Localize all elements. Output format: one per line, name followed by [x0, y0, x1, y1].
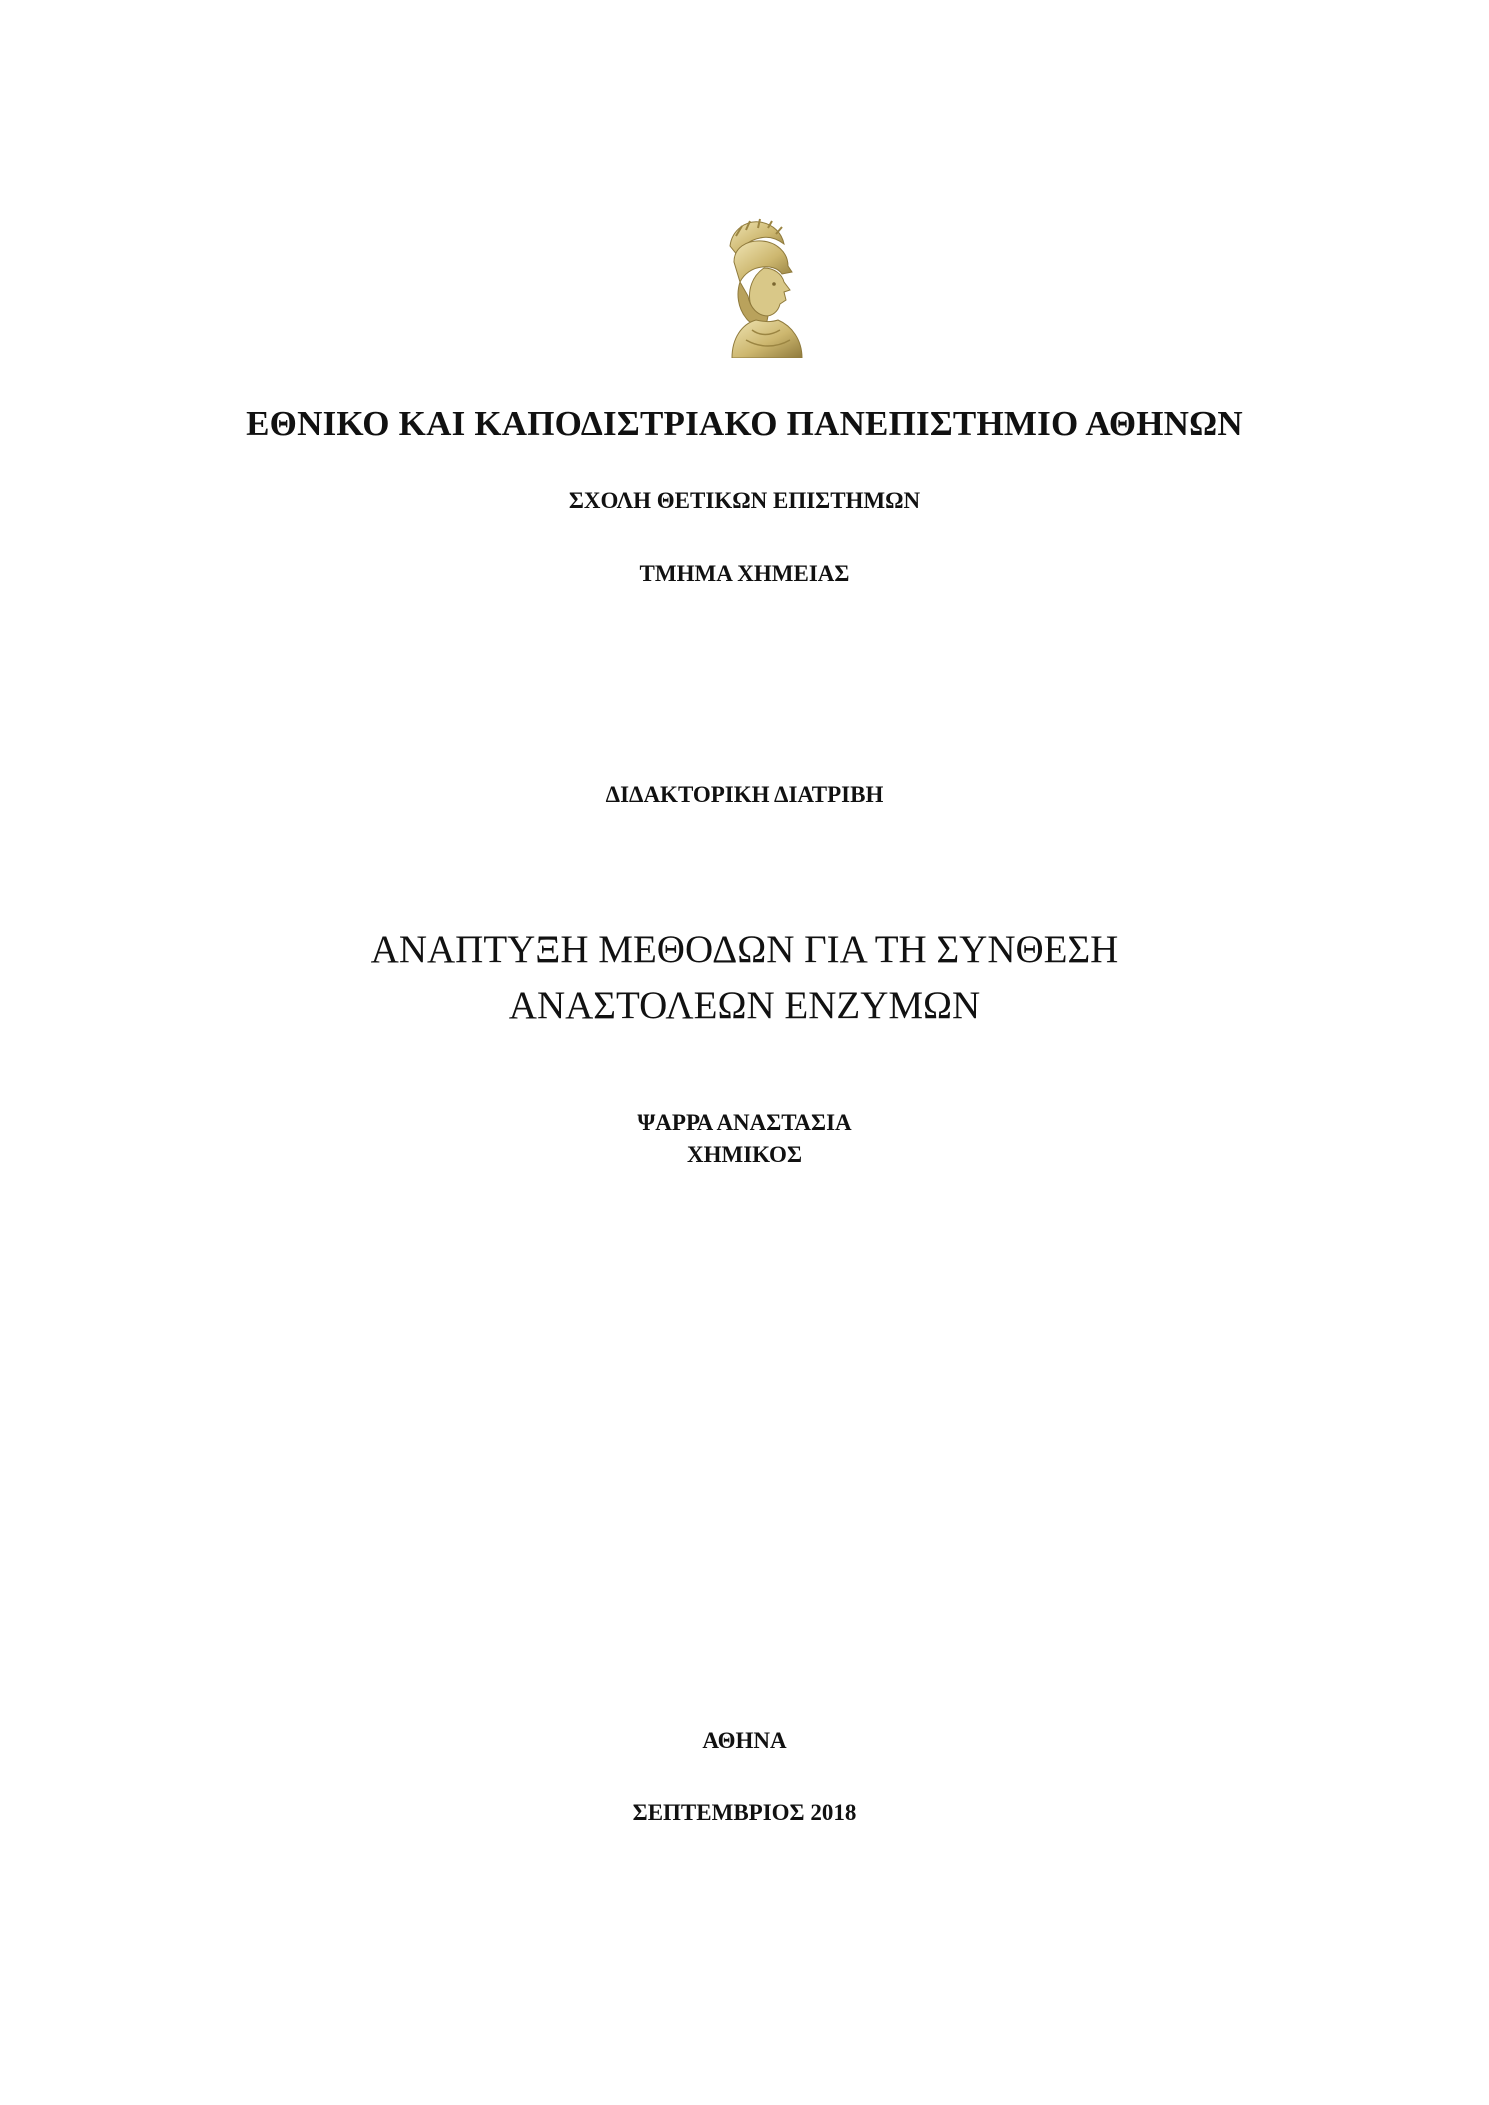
- author-name: ΨΑΡΡΑ ΑΝΑΣΤΑΣΙΑ: [637, 1110, 852, 1135]
- department-name: ΤΜΗΜΑ ΧΗΜΕΙΑΣ: [639, 561, 850, 586]
- document-type: ΔΙΔΑΚΤΟΡΙΚΗ ΔΙΑΤΡΙΒΗ: [605, 782, 884, 807]
- thesis-title-line-2: ΑΝΑΣΤΟΛΕΩΝ ΕΝΖΥΜΩΝ: [508, 984, 981, 1027]
- thesis-title: [0, 922, 1489, 1034]
- school-name: ΣΧΟΛΗ ΘΕΤΙΚΩΝ ΕΠΙΣΤΗΜΩΝ: [568, 488, 921, 513]
- publication-date: ΣΕΠΤΕΜΒΡΙΟΣ 2018: [632, 1800, 857, 1825]
- thesis-title-line-1: ΑΝΑΠΤΥΞΗ ΜΕΘΟΔΩΝ ΓΙΑ ΤΗ ΣΥΝΘΕΣΗ: [370, 928, 1119, 971]
- city: ΑΘΗΝΑ: [702, 1728, 787, 1753]
- university-name: ΕΘΝΙΚΟ ΚΑΙ ΚΑΠΟΔΙΣΤΡΙΑΚΟ ΠΑΝΕΠΙΣΤΗΜΙΟ ΑΘΗΝΩΝ: [246, 404, 1243, 443]
- athena-head-icon: [712, 216, 808, 358]
- university-logo: [712, 216, 808, 358]
- author-profession: ΧΗΜΙΚΟΣ: [687, 1142, 802, 1167]
- author-block: [0, 1107, 1489, 1171]
